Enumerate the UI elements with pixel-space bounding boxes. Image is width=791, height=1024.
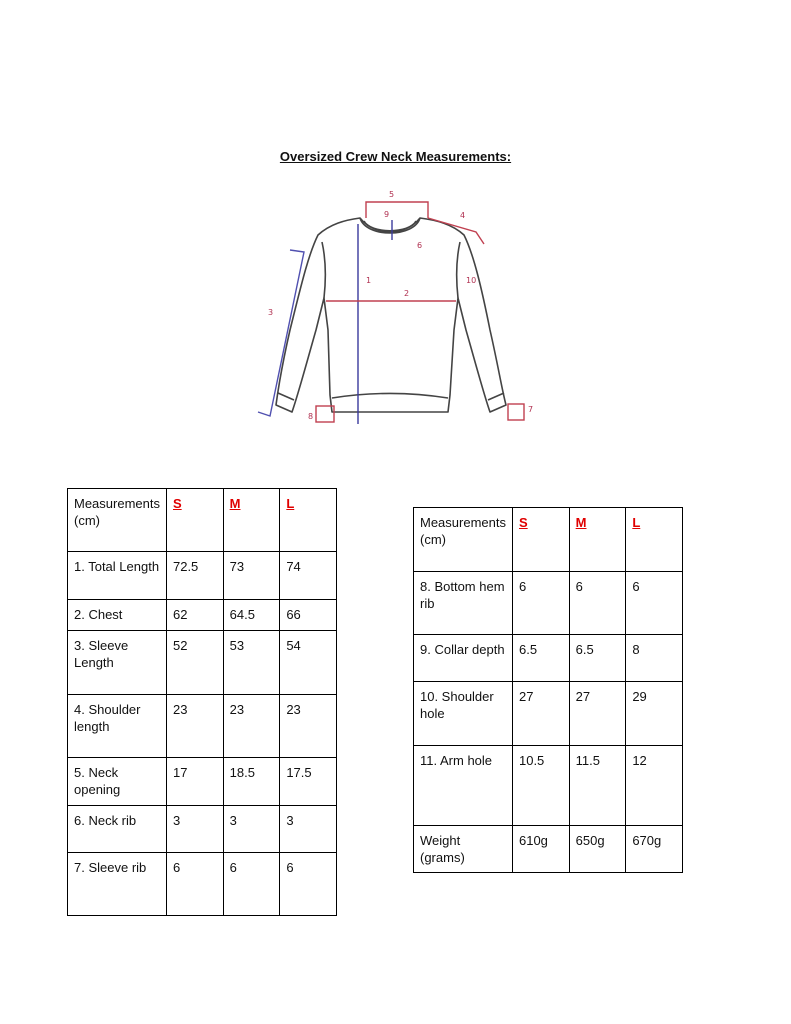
cell-s: 6	[512, 572, 569, 635]
table-row	[68, 552, 337, 600]
diagram-label-6: 6	[417, 241, 423, 250]
cell-m: 64.5	[223, 600, 280, 631]
page-title: Oversized Crew Neck Measurements:	[279, 149, 512, 164]
cell-l: 8	[626, 635, 683, 682]
diagram-label-3: 3	[268, 308, 274, 317]
header-size-s: S	[166, 489, 223, 552]
cell-m: 73	[223, 552, 280, 600]
header-measurements: Measurements (cm)	[414, 508, 513, 572]
cell-m: 6.5	[569, 635, 626, 682]
table-row	[68, 631, 337, 695]
cell-m: 3	[223, 806, 280, 853]
cell-s: 52	[166, 631, 223, 695]
row-label: 2. Chest	[68, 600, 167, 631]
cell-m: 18.5	[223, 758, 280, 806]
cell-l: 6	[280, 853, 337, 916]
header-size-m: M	[569, 508, 626, 572]
cuff-right	[488, 393, 504, 400]
table-row	[68, 600, 337, 631]
row-label: 7. Sleeve rib	[68, 853, 167, 916]
table-row	[68, 758, 337, 806]
table-header-row	[414, 508, 683, 572]
table-row	[68, 853, 337, 916]
diagram-label-2: 2	[404, 289, 410, 298]
cell-s: 10.5	[512, 746, 569, 826]
table-row	[68, 695, 337, 758]
row-label: 5. Neck opening	[68, 758, 167, 806]
cell-l: 23	[280, 695, 337, 758]
cuff-left	[278, 393, 294, 400]
header-size-l: L	[280, 489, 337, 552]
cell-m: 11.5	[569, 746, 626, 826]
cell-m: 53	[223, 631, 280, 695]
cell-s: 27	[512, 682, 569, 746]
cell-m: 6	[569, 572, 626, 635]
cell-m: 650g	[569, 826, 626, 873]
cell-s: 62	[166, 600, 223, 631]
hem-rib	[332, 394, 448, 399]
measure-line-3	[258, 250, 304, 416]
row-label: 1. Total Length	[68, 552, 167, 600]
table-row	[414, 682, 683, 746]
table-row	[414, 826, 683, 873]
diagram-label-9: 9	[384, 210, 390, 219]
cell-s: 6.5	[512, 635, 569, 682]
cell-l: 66	[280, 600, 337, 631]
cell-m: 6	[223, 853, 280, 916]
measure-box-7	[508, 404, 524, 420]
cell-s: 72.5	[166, 552, 223, 600]
measure-line-5	[366, 202, 428, 218]
cell-l: 29	[626, 682, 683, 746]
table-row	[414, 572, 683, 635]
table-row	[414, 746, 683, 826]
cell-m: 23	[223, 695, 280, 758]
cell-l: 3	[280, 806, 337, 853]
measurements-table-1	[67, 488, 337, 916]
row-label: 9. Collar depth	[414, 635, 513, 682]
measurements-table-2	[413, 507, 683, 873]
diagram-label-10: 10	[466, 276, 477, 285]
table-row	[68, 806, 337, 853]
row-label: 11. Arm hole	[414, 746, 513, 826]
cell-s: 23	[166, 695, 223, 758]
row-label: Weight (grams)	[414, 826, 513, 873]
sweater-diagram	[240, 180, 540, 440]
header-size-s: S	[512, 508, 569, 572]
header-size-m: M	[223, 489, 280, 552]
row-label: 10. Shoulder hole	[414, 682, 513, 746]
cell-s: 6	[166, 853, 223, 916]
cell-l: 17.5	[280, 758, 337, 806]
cell-s: 17	[166, 758, 223, 806]
table-header-row	[68, 489, 337, 552]
sweater-outline	[276, 218, 506, 412]
row-label: 3. Sleeve Length	[68, 631, 167, 695]
cell-l: 12	[626, 746, 683, 826]
row-label: 4. Shoulder length	[68, 695, 167, 758]
row-label: 6. Neck rib	[68, 806, 167, 853]
diagram-label-8: 8	[308, 412, 314, 421]
cell-l: 74	[280, 552, 337, 600]
header-measurements: Measurements (cm)	[68, 489, 167, 552]
cell-m: 27	[569, 682, 626, 746]
cell-s: 610g	[512, 826, 569, 873]
diagram-label-1: 1	[366, 276, 372, 285]
diagram-label-4: 4	[460, 211, 466, 220]
row-label: 8. Bottom hem rib	[414, 572, 513, 635]
header-size-l: L	[626, 508, 683, 572]
cell-l: 670g	[626, 826, 683, 873]
table-row	[414, 635, 683, 682]
cell-s: 3	[166, 806, 223, 853]
diagram-label-7: 7	[528, 405, 534, 414]
cell-l: 54	[280, 631, 337, 695]
diagram-label-5: 5	[389, 190, 395, 199]
cell-l: 6	[626, 572, 683, 635]
